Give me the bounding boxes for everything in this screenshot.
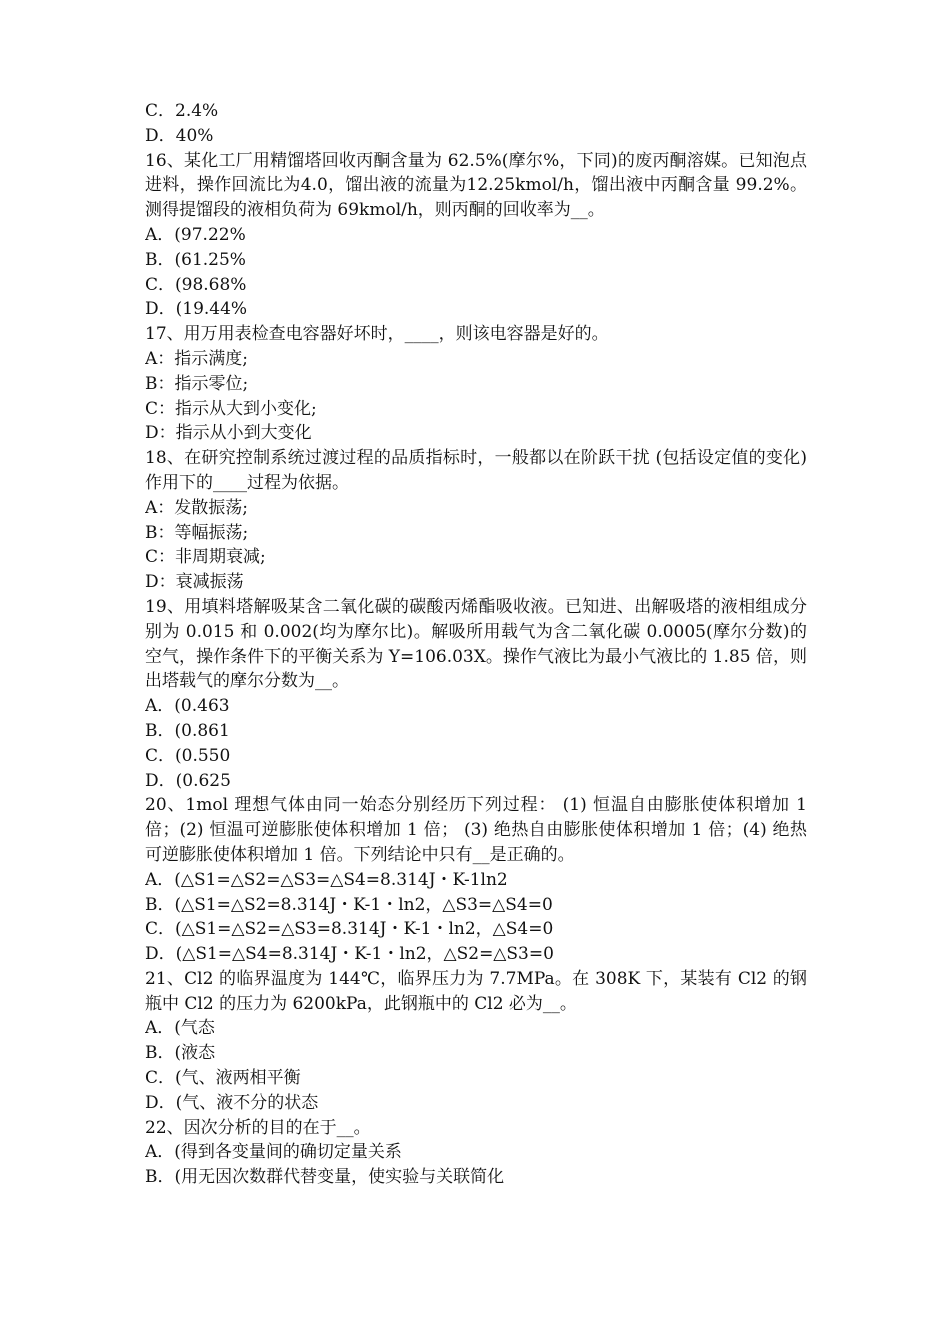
option-line: D．(0.625 xyxy=(145,770,231,791)
question-16: 16、某化工厂用精馏塔回收丙酮含量为 62.5%(摩尔%，下同)的废丙酮溶媒。已知泡点进料，操作回流比为4.0，馏出液的流量为12.25kmol/h，馏出液中丙酮含量 99.2%。测得提馏段的液相负荷为 69kmol/h，则丙酮的回收率为__。 xyxy=(145,150,807,221)
option-line: B．(用无因次数群代替变量，使实验与关联简化 xyxy=(145,1167,505,1188)
question-20: 20、1mol 理想气体由同一始态分别经历下列过程： (1) 恒温自由膨胀使体积增加 1 倍；(2) 恒温可逆膨胀使体积增加 1 倍； (3) 绝热自由膨胀使体积增加 1 倍；(4) 绝热可逆膨胀使体积增加 1 倍。下列结论中只有__是正确的。 xyxy=(145,795,807,865)
option-line: C：指示从大到小变化; xyxy=(145,398,317,419)
option-line: A．(气态 xyxy=(145,1018,215,1039)
option-line: C．(0.550 xyxy=(145,745,231,766)
option-line: C．2.4% xyxy=(145,101,219,121)
question-21: 21、Cl2 的临界温度为 144℃，临界压力为 7.7MPa。在 308K 下，某装有 Cl2 的钢瓶中 Cl2 的压力为 6200kPa，此钢瓶中的 Cl2 必为__。 xyxy=(145,968,807,1014)
option-line: B．(61.25% xyxy=(145,249,246,270)
question-22: 22、因次分析的目的在于__。 xyxy=(145,1117,371,1138)
option-line: A．(△S1=△S2=△S3=△S4=8.314J・K-1ln2 xyxy=(145,869,508,890)
option-line: D．40% xyxy=(145,125,214,146)
option-line: A．(0.463 xyxy=(145,696,230,717)
option-line: A．(得到各变量间的确切定量关系 xyxy=(145,1142,402,1163)
option-line: D：衰减振荡 xyxy=(145,572,244,593)
question-18: 18、在研究控制系统过渡过程的品质指标时，一般都以在阶跃干扰 (包括设定值的变化)作用下的____过程为依据。 xyxy=(145,448,807,493)
option-line: A：发散振荡; xyxy=(145,497,249,518)
option-line: B．(0.861 xyxy=(145,720,230,741)
option-line: D．(△S1=△S4=8.314J・K-1・ln2，△S2=△S3=0 xyxy=(145,944,554,965)
option-line: B：等幅振荡; xyxy=(145,522,249,543)
option-line: B．(△S1=△S2=8.314J・K-1・ln2，△S3=△S4=0 xyxy=(145,894,553,915)
option-line: D．(气、液不分的状态 xyxy=(145,1092,319,1113)
option-line: A．(97.22% xyxy=(145,224,246,245)
option-line: C．(98.68% xyxy=(145,274,247,295)
option-line: C：非周期衰减; xyxy=(145,547,266,568)
option-line: A：指示满度; xyxy=(145,348,249,369)
option-line: D：指示从小到大变化 xyxy=(145,423,312,444)
question-17: 17、用万用表检查电容器好坏时，____，则该电容器是好的。 xyxy=(145,324,609,345)
exam-content xyxy=(145,99,807,1190)
option-line: B：指示零位; xyxy=(145,373,249,394)
option-line: D．(19.44% xyxy=(145,299,248,320)
option-line: C．(气、液两相平衡 xyxy=(145,1068,301,1089)
option-line: B．(液态 xyxy=(145,1043,216,1064)
question-19: 19、用填料塔解吸某含二氧化碳的碳酸丙烯酯吸收液。已知进、出解吸塔的液相组成分别为 0.015 和 0.002(均为摩尔比)。解吸所用载气为含二氧化碳 0.0005(摩尔分数)的空气，操作条件下的平衡关系为 Y=106.03X。操作气液比为最小气液比的 1.85 倍，则出塔载气的摩尔分数为__。 xyxy=(145,596,807,692)
option-line: C．(△S1=△S2=△S3=8.314J・K-1・ln2，△S4=0 xyxy=(145,919,554,940)
